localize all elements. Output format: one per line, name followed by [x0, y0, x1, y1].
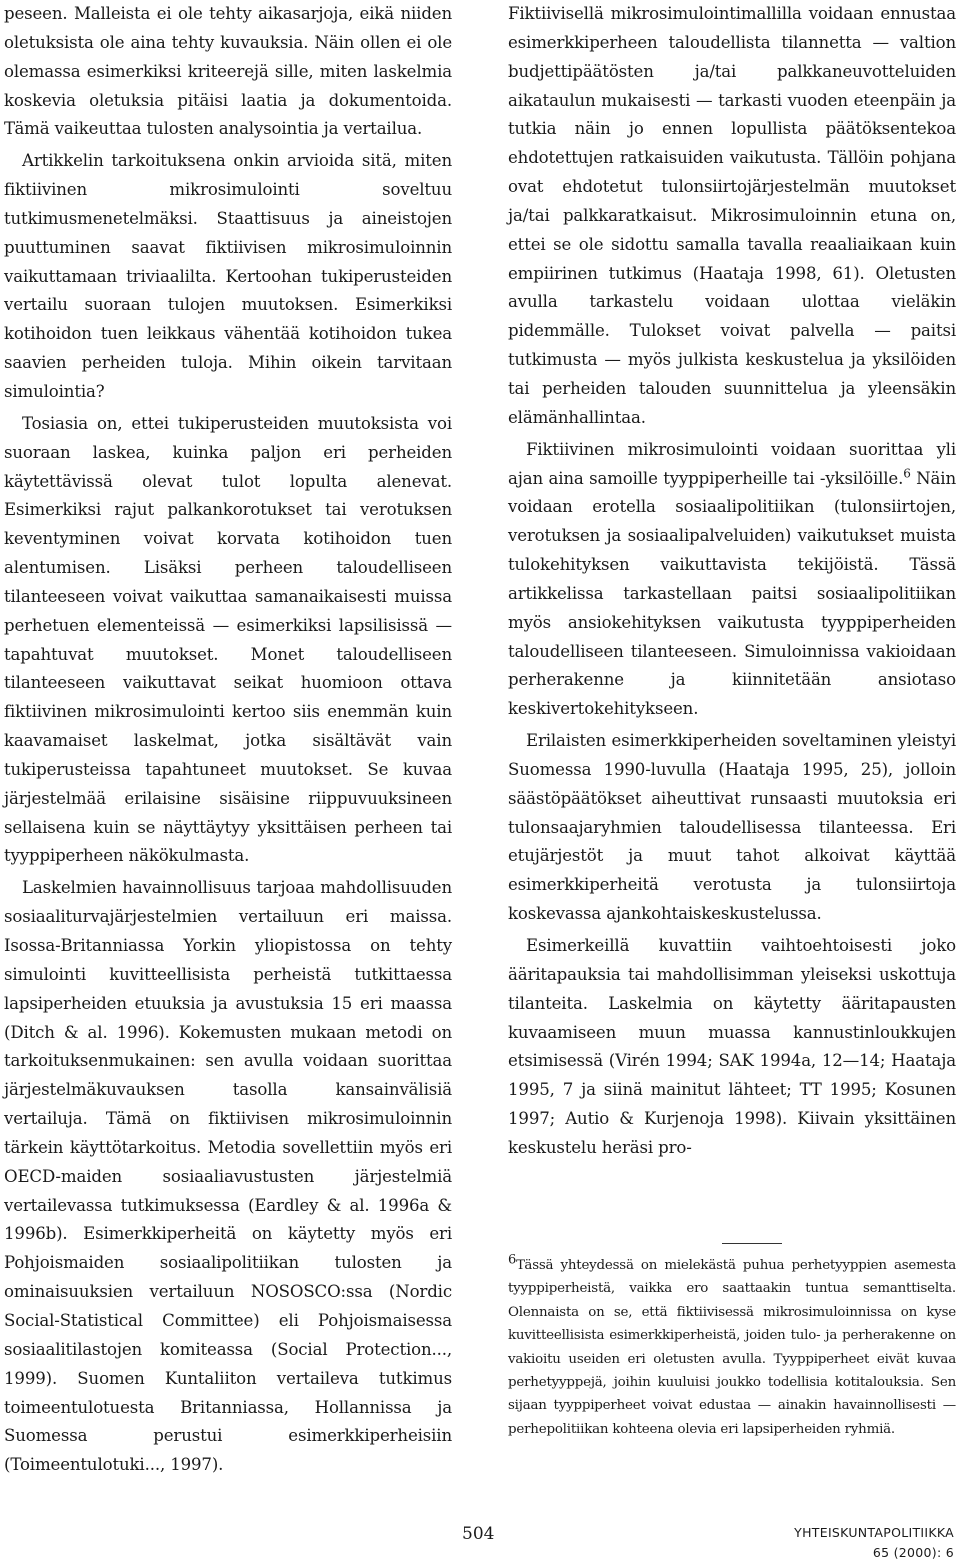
footnote-number: 6 [508, 1252, 517, 1268]
footnote [508, 1254, 956, 1441]
paragraph: peseen. Malleista ei ole tehty aikasarjoja, eikä niiden oletuksista ole aina tehty kuvauksia. Näin ollen ei ole olemassa esimerkiksi kriteerejä sille, miten laskelmia koskevia oletuksia pitäisi laatia ja dokumentoida. Tämä vaikeuttaa tulosten analysointia ja vertailua. [4, 4, 452, 139]
footnote-divider [722, 1243, 782, 1244]
footnote-reference[interactable]: 6 [903, 465, 911, 480]
paragraph: Artikkelin tarkoituksena onkin arvioida sitä, miten fiktiivinen mikrosimulointi soveltuu tutkimusmenetelmäksi. Staattisuus ja aineistojen puuttuminen saavat fiktiivisen mikrosimuloinnin vaikuttamaan triviaalilta. Kertoohan tukiperusteiden vertailu suoraan tulojen muutoksen. Esimerkiksi kotihoidon tuen leikkaus vähentää kotihoidon tukea saavien perheiden tuloja. Mihin oikein tarvitaan simulointia? [4, 151, 452, 401]
paragraph: Tosiasia on, ettei tukiperusteiden muutoksista voi suoraan laskea, kuinka paljon eri perheiden käytettävissä olevat tulot lopulta alenevat. Esimerkiksi rajut palkankorotukset tai verotuksen keventyminen voivat korvata kotihoidon tuen alentumisen. Lisäksi perheen taloudelliseen tilanteeseen voivat vaikuttaa samanaikaisesti muissa perhetuen elementeissä — esimerkiksi lapsilisissä — tapahtuvat muutokset. Monet taloudelliseen tilanteeseen vaikuttavat seikat huomioon ottava fiktiivinen mikrosimulointi kertoo siis enemmän kuin kaavamaiset laskelmat, jotka sisältävät vain tukiperusteissa tapahtuneet muutokset. Se kuvaa järjestelmää erilaisine sisäisine riippuvuuksineen sellaisena kuin se näyttäytyy yksittäisen perheen tai tyyppiperheen näkökulmasta. [4, 413, 452, 866]
footnote-text: Tässä yhteydessä on mielekästä puhua perhetyyppien asemesta tyyppiperheistä, vaikka ero saattaakin tuntua semanttiselta. Olennaista on se, että fiktiivisessä mikrosimuloinnissa on kyse kuvitteellisista esimerkkiperheistä, joiden tulo- ja perherakenne on vakioitu useiden eri oletusten avulla. Tyyppiperheet eivät kuvaa perhetyyppejä, joihin kuuluisi joukko todellisia kotitalouksia. Sen sijaan tyyppiperheet voivat edustaa — ainakin havainnollisesti — perhepolitiikan kohteena olevia eri lapsiperheiden ryhmiä. [508, 1258, 956, 1437]
left-column [4, 0, 452, 1480]
journal-issue: 65 (2000): 6 [872, 1545, 954, 1560]
journal-name: YHTEISKUNTAPOLITIIKKA [794, 1525, 954, 1540]
paragraph: Esimerkeillä kuvattiin vaihtoehtoisesti joko ääritapauksia tai mahdollisimman yleiseksi uskottuja tilanteita. Laskelmia on käytetty ääritapausten kuvaamiseen muun muassa kannustinloukkujen etsimisessä (Virén 1994; SAK 1994a, 12—14; Haataja 1995, 7 ja siinä mainitut lähteet; TT 1995; Kosunen 1997; Autio & Kurjenoja 1998). Kiivain yksittäinen keskustelu heräsi pro- [508, 936, 956, 1157]
right-column [508, 0, 956, 1163]
page-number: 504 [462, 1524, 495, 1544]
journal-footer [794, 1523, 954, 1563]
paragraph: Erilaisten esimerkkiperheiden soveltaminen yleistyi Suomessa 1990-luvulla (Haataja 1995, 25), jolloin säästöpäätökset aiheuttivat runsaasti muutoksia eri tulonsaajaryhmien taloudellisessa tilanteessa. Eri etujärjestöt ja muut tahot alkoivat käyttää esimerkkiperheitä verotusta ja tulonsiirtoja koskevassa ajankohtaiskeskustelussa. [508, 731, 956, 924]
paragraph-text: Fiktiivinen mikrosimulointi voidaan suorittaa yli ajan aina samoille tyyppiperheille tai -yksilöille. [508, 439, 956, 488]
paragraph [508, 436, 956, 724]
paragraph-text: Näin voidaan erotella sosiaalipolitiikan (tulonsiirtojen, verotuksen ja sosiaalipalveluiden) vaikutukset muista tulokehityksen vaikuttavista tekijöistä. Tässä artikkelissa tarkastellaan paitsi sosiaalipolitiikan myös ansiokehityksen vaikutusta tyyppiperheiden taloudelliseen tilanteeseen. Simuloinnissa vakioidaan perherakenne ja kiinnitetään ansiotaso keskivertokehitykseen. [508, 468, 956, 719]
paragraph: Laskelmien havainnollisuus tarjoaa mahdollisuuden sosiaaliturvajärjestelmien vertailuun eri maissa. Isossa-Britanniassa Yorkin yliopistossa on tehty simulointi kuvitteellisista perheistä tutkittaessa lapsiperheiden etuuksia ja avustuksia 15 eri maassa (Ditch & al. 1996). Kokemusten mukaan metodi on tarkoituksenmukainen: sen avulla voidaan suorittaa järjestelmäkuvauksen tasolla kansainvälisiä vertailuja. Tämä on fiktiivisen mikrosimuloinnin tärkein käyttötarkoitus. Metodia sovellettiin myös eri OECD-maiden sosiaaliavustusten järjestelmiä vertailevassa tutkimuksessa (Eardley & al. 1996a & 1996b). Esimerkkiperheitä on käytetty myös eri Pohjoismaiden sosiaalipolitiikan tulosten ja ominaisuuksien vertailuun NOSOSCO:ssa (Nordic Social-Statistical Committee) eli Pohjoismaisessa sosiaalitilastojen komiteassa (Social Protection..., 1999). Suomen Kuntaliiton vertaileva tutkimus toimeentulotuesta Britanniassa, Hollannissa ja Suomessa perustui esimerkkiperheisiin (Toimeentulotuki..., 1997). [4, 878, 452, 1475]
paragraph: Fiktiivisellä mikrosimulointimallilla voidaan ennustaa esimerkkiperheen taloudellista tilannetta — valtion budjettipäätösten ja/tai palkkaneuvotteluiden aikataulun mukaisesti — tarkasti vuoden eteenpäin ja tutkia näin jo ennen lopullista päätöksentekoa ehdotettujen ratkaisuiden vaikutusta. Tällöin pohjana ovat ehdotetut tulonsiirtojärjestelmän muutokset ja/tai palkkaratkaisut. Mikrosimuloinnin etuna on, ettei se ole sidottu samalla tavalla reaaliaikaan kuin empiirinen tutkimus (Haataja 1998, 61). Oletusten avulla tarkastelu voidaan ulottaa vieläkin pidemmälle. Tulokset voivat palvella — paitsi tutkimusta — myös julkista keskustelua ja yksilöiden tai perheiden talouden suunnittelua ja yleensäkin elämänhallintaa. [508, 4, 956, 427]
